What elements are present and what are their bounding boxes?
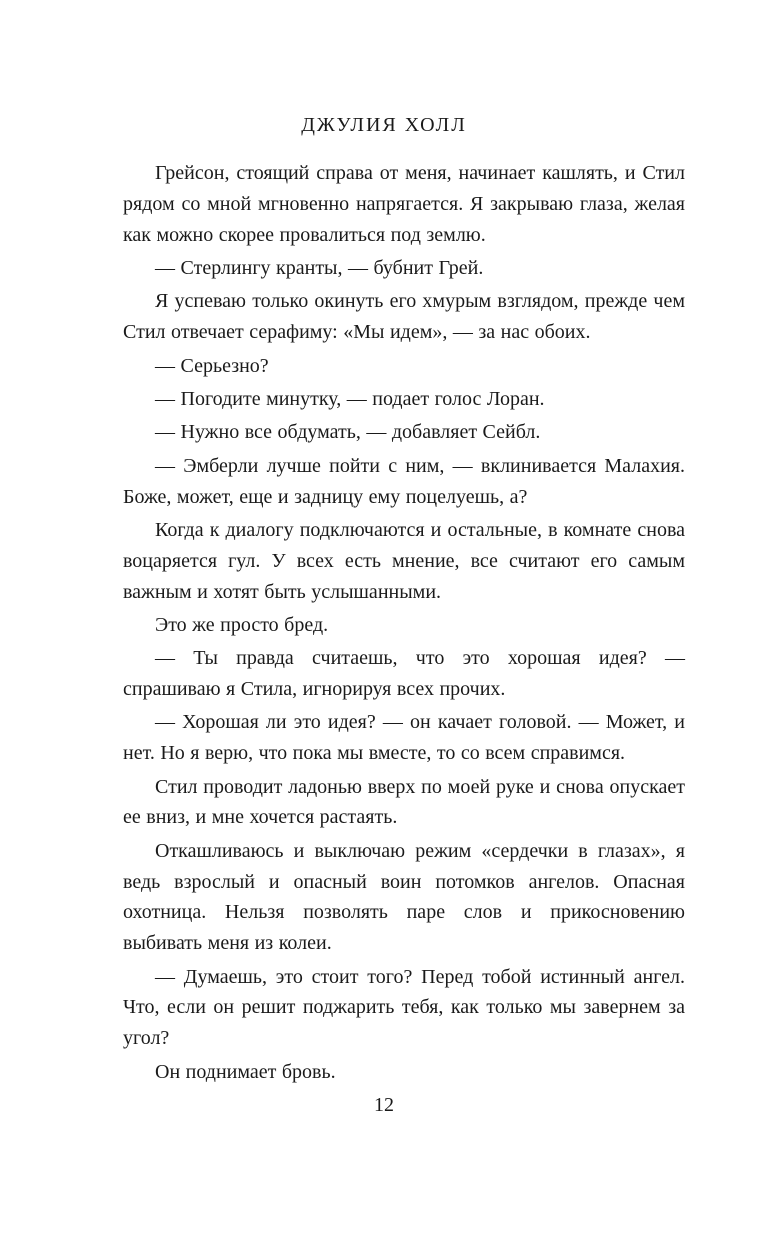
paragraph: Я успеваю только окинуть его хмурым взглядом, прежде чем Стил отвечает серафиму: «Мы идем», — за нас обоих. bbox=[123, 290, 685, 344]
paragraph: — Ты правда считаешь, что это хорошая идея? — спрашиваю я Стила, игнорируя всех прочих. bbox=[123, 647, 685, 701]
paragraph: Это же просто бред. bbox=[155, 613, 329, 636]
paragraph: Грейсон, стоящий справа от меня, начинает кашлять, и Стил рядом со мной мгновенно напрягается. Я закрываю глаза, желая как можно скорее провалиться под землю. bbox=[123, 162, 685, 246]
paragraph: — Эмберли лучше пойти с ним, — вклинивается Малахия. Боже, может, еще и задницу ему поцелуешь, а? bbox=[123, 454, 685, 508]
paragraph: — Погодите минутку, — подает голос Лоран. bbox=[155, 387, 545, 410]
paragraph: Откашливаюсь и выключаю режим «сердечки в глазах», я ведь взрослый и опасный воин потомков ангелов. Опасная охотница. Нельзя позволять паре слов и прикосновению выбивать меня из колеи. bbox=[123, 839, 685, 955]
paragraph: — Думаешь, это стоит того? Перед тобой истинный ангел. Что, если он решит поджарить тебя, как только мы завернем за угол? bbox=[123, 965, 685, 1050]
paragraph: Стил проводит ладонью вверх по моей руке и снова опускает ее вниз, и мне хочется растаять. bbox=[123, 775, 685, 829]
page-body-text bbox=[123, 158, 685, 1090]
paragraph: Когда к диалогу подключаются и остальные, в комнате снова воцаряется гул. У всех есть мнение, все считают его самым важным и хотят быть услышанными. bbox=[123, 518, 685, 603]
paragraph: — Нужно все обдумать, — добавляет Сейбл. bbox=[155, 421, 541, 444]
running-head-author: ДЖУЛИЯ ХОЛЛ bbox=[301, 114, 467, 136]
paragraph: — Серьезно? bbox=[155, 354, 269, 377]
page-number: 12 bbox=[374, 1094, 394, 1116]
paragraph: Он поднимает бровь. bbox=[155, 1060, 336, 1083]
paragraph: — Стерлингу кранты, — бубнит Грей. bbox=[155, 256, 484, 279]
paragraph: — Хорошая ли это идея? — он качает головой. — Может, и нет. Но я верю, что пока мы вместе, то со всем справимся. bbox=[123, 711, 685, 765]
